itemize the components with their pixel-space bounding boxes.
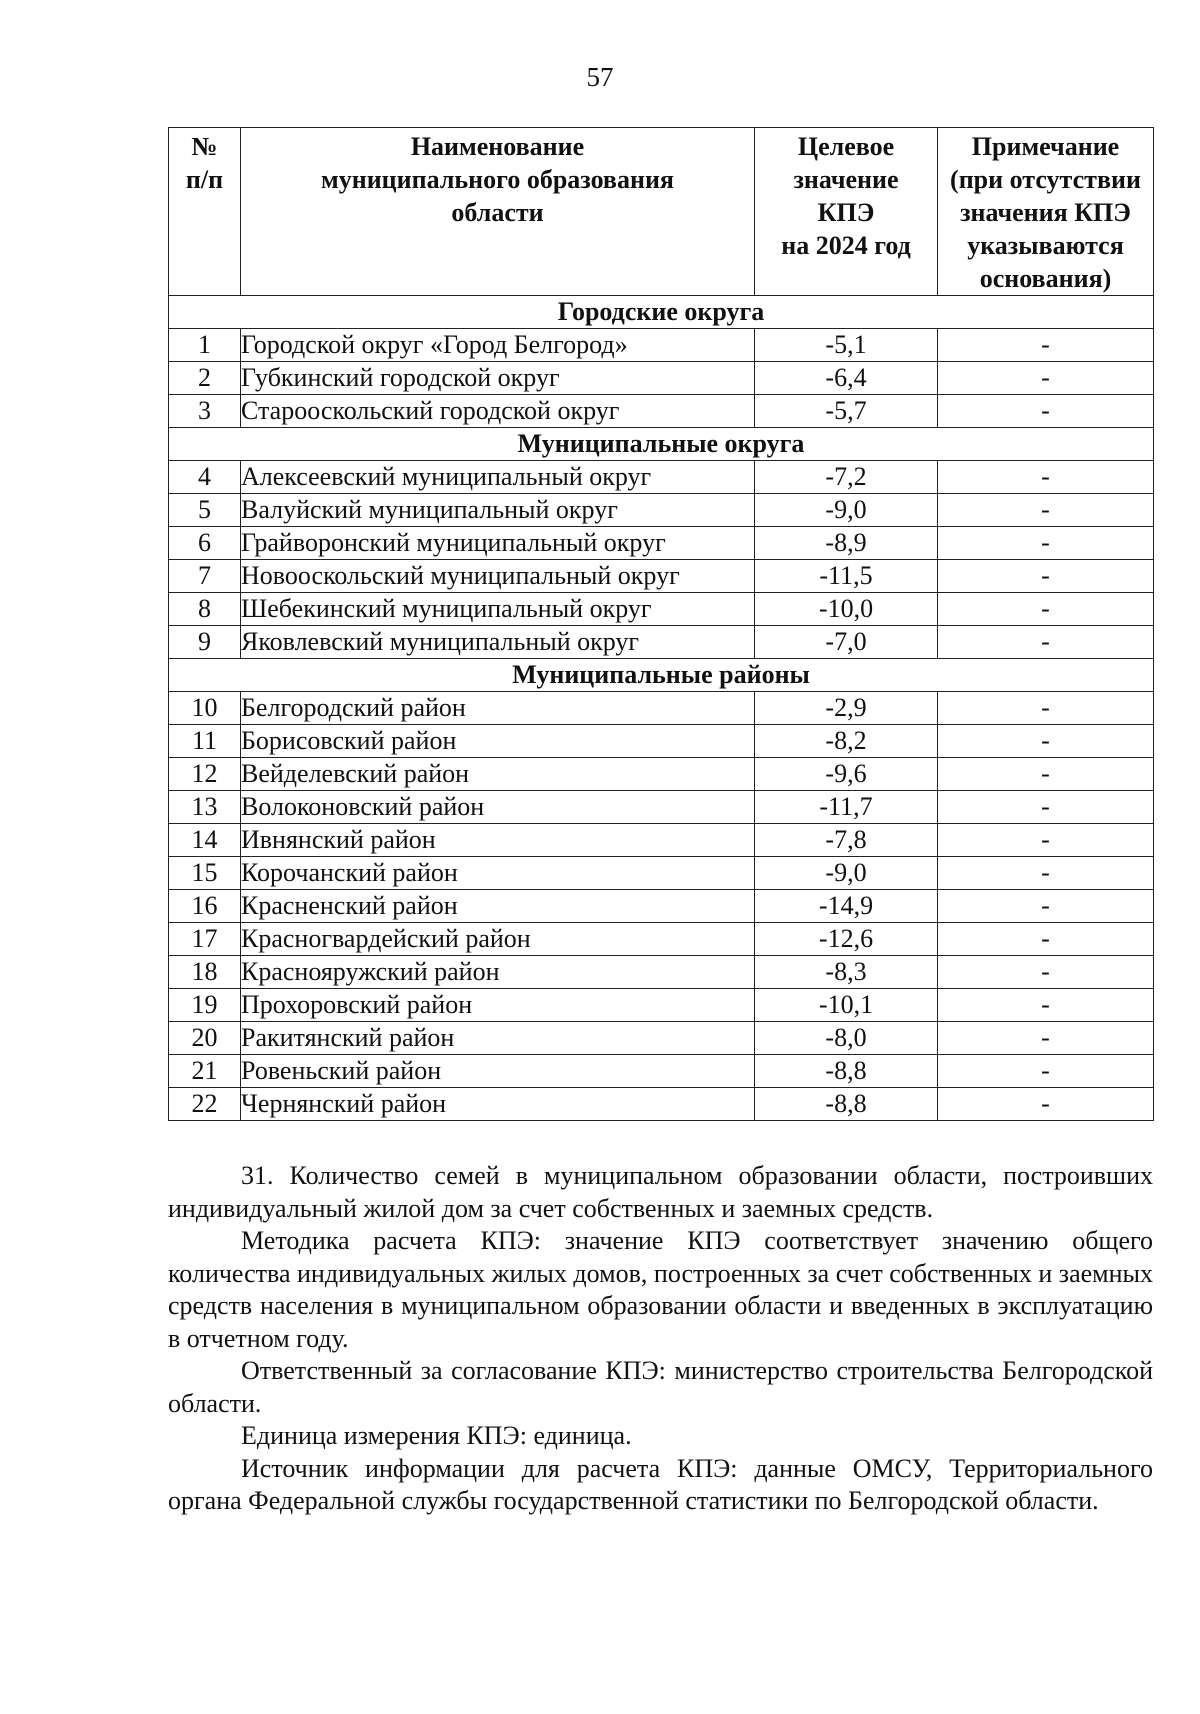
table-row <box>169 494 1154 527</box>
page-number: 57 <box>586 62 614 92</box>
table-row <box>169 362 1154 395</box>
header-note-line: основания) <box>979 264 1112 293</box>
kpe-value: -12,6 <box>755 923 938 956</box>
note-cell: - <box>938 725 1154 758</box>
municipality-name: Прохоровский район <box>241 989 755 1022</box>
kpe-value: -9,6 <box>755 758 938 791</box>
row-number: 15 <box>169 857 241 890</box>
kpe-value: -6,4 <box>755 362 938 395</box>
note-cell: - <box>938 395 1154 428</box>
kpe-value: -9,0 <box>755 857 938 890</box>
municipality-name: Губкинский городской округ <box>241 362 755 395</box>
row-number: 16 <box>169 890 241 923</box>
row-number: 10 <box>169 692 241 725</box>
paragraph: 31. Количество семей в муниципальном образовании области, построивших индивидуальный жилой дом за счет собственных и заемных средств. <box>168 1161 1153 1223</box>
municipality-name: Валуйский муниципальный округ <box>241 494 755 527</box>
note-cell: - <box>938 758 1154 791</box>
row-number: 5 <box>169 494 241 527</box>
table-row <box>169 1022 1154 1055</box>
header-target-line: КПЭ <box>817 198 875 227</box>
row-number: 7 <box>169 560 241 593</box>
section-title: Городские округа <box>169 296 1154 329</box>
paragraph: Методика расчета КПЭ: значение КПЭ соответствует значению общего количества индивидуальных жилых домов, построенных за счет собственных и заемных средств населения в муниципальном образовании области и введенных в эксплуатацию в отчетном году. <box>168 1226 1153 1353</box>
table-row <box>169 626 1154 659</box>
header-target-line: Целевое <box>797 132 895 161</box>
table-row <box>169 824 1154 857</box>
note-cell: - <box>938 989 1154 1022</box>
table-row <box>169 857 1154 890</box>
municipality-name: Новооскольский муниципальный округ <box>241 560 755 593</box>
note-cell: - <box>938 923 1154 956</box>
municipality-name: Краснояружский район <box>241 956 755 989</box>
note-cell: - <box>938 362 1154 395</box>
table-row <box>169 461 1154 494</box>
municipality-name: Грайворонский муниципальный округ <box>241 527 755 560</box>
section-title: Муниципальные округа <box>169 428 1154 461</box>
paragraph: Ответственный за согласование КПЭ: министерство строительства Белгородской области. <box>168 1356 1153 1418</box>
note-cell: - <box>938 461 1154 494</box>
note-cell: - <box>938 494 1154 527</box>
municipality-name: Ровеньский район <box>241 1055 755 1088</box>
row-number: 4 <box>169 461 241 494</box>
note-cell: - <box>938 956 1154 989</box>
row-number: 1 <box>169 329 241 362</box>
header-note-line: указываются <box>967 231 1124 260</box>
kpe-value: -8,3 <box>755 956 938 989</box>
row-number: 9 <box>169 626 241 659</box>
municipality-name: Яковлевский муниципальный округ <box>241 626 755 659</box>
table-row <box>169 1088 1154 1121</box>
kpe-value: -7,0 <box>755 626 938 659</box>
text-block <box>168 1160 1153 1518</box>
municipality-name: Красненский район <box>241 890 755 923</box>
row-number: 21 <box>169 1055 241 1088</box>
row-number: 14 <box>169 824 241 857</box>
table-body <box>169 296 1154 1121</box>
table-row <box>169 395 1154 428</box>
row-number: 11 <box>169 725 241 758</box>
municipality-name: Ивнянский район <box>241 824 755 857</box>
kpe-value: -11,5 <box>755 560 938 593</box>
paragraph: Источник информации для расчета КПЭ: данные ОМСУ, Территориального органа Федеральной службы государственной статистики по Белгородской области. <box>168 1453 1153 1515</box>
table-row <box>169 527 1154 560</box>
kpe-value: -10,1 <box>755 989 938 1022</box>
municipality-name: Ракитянский район <box>241 1022 755 1055</box>
note-cell: - <box>938 1022 1154 1055</box>
header-target-line: значение <box>793 165 899 194</box>
table-header <box>169 128 1154 296</box>
municipality-name: Старооскольский городской округ <box>241 395 755 428</box>
municipality-name: Волоконовский район <box>241 791 755 824</box>
section-row <box>169 659 1154 692</box>
header-note-line: (при отсутствии <box>950 165 1141 194</box>
note-cell: - <box>938 824 1154 857</box>
note-cell: - <box>938 329 1154 362</box>
municipality-name: Красногвардейский район <box>241 923 755 956</box>
kpe-value: -5,1 <box>755 329 938 362</box>
header-num-line: п/п <box>185 165 224 194</box>
note-cell: - <box>938 791 1154 824</box>
table-row <box>169 1055 1154 1088</box>
kpe-value: -14,9 <box>755 890 938 923</box>
note-cell: - <box>938 626 1154 659</box>
kpe-value: -11,7 <box>755 791 938 824</box>
header-name-line: Наименование <box>410 132 585 161</box>
row-number: 19 <box>169 989 241 1022</box>
table-row <box>169 593 1154 626</box>
kpe-value: -8,2 <box>755 725 938 758</box>
row-number: 6 <box>169 527 241 560</box>
section-row <box>169 296 1154 329</box>
kpe-value: -8,8 <box>755 1088 938 1121</box>
paragraph: Единица измерения КПЭ: единица. <box>241 1421 632 1450</box>
kpe-table <box>168 127 1154 1121</box>
header-note-title: Примечание <box>971 132 1120 161</box>
header-name-line: муниципального образования <box>321 165 674 194</box>
section-row <box>169 428 1154 461</box>
header-target <box>755 128 938 296</box>
row-number: 8 <box>169 593 241 626</box>
table-row <box>169 758 1154 791</box>
kpe-value: -2,9 <box>755 692 938 725</box>
row-number: 2 <box>169 362 241 395</box>
municipality-name: Корочанский район <box>241 857 755 890</box>
municipality-name: Борисовский район <box>241 725 755 758</box>
header-target-line: на 2024 год <box>781 231 911 260</box>
header-note-line: значения КПЭ <box>960 198 1131 227</box>
note-cell: - <box>938 857 1154 890</box>
municipality-name: Городской округ «Город Белгород» <box>241 329 755 362</box>
table-row <box>169 329 1154 362</box>
table-row <box>169 725 1154 758</box>
note-cell: - <box>938 692 1154 725</box>
kpe-value: -5,7 <box>755 395 938 428</box>
municipality-name: Шебекинский муниципальный округ <box>241 593 755 626</box>
table-row <box>169 956 1154 989</box>
table-row <box>169 692 1154 725</box>
note-cell: - <box>938 560 1154 593</box>
row-number: 17 <box>169 923 241 956</box>
row-number: 13 <box>169 791 241 824</box>
municipality-name: Алексеевский муниципальный округ <box>241 461 755 494</box>
row-number: 20 <box>169 1022 241 1055</box>
kpe-value: -9,0 <box>755 494 938 527</box>
kpe-value: -8,9 <box>755 527 938 560</box>
row-number: 18 <box>169 956 241 989</box>
note-cell: - <box>938 1088 1154 1121</box>
header-note <box>938 128 1154 296</box>
municipality-name: Белгородский район <box>241 692 755 725</box>
header-name-line: области <box>451 198 544 227</box>
kpe-value: -8,0 <box>755 1022 938 1055</box>
kpe-value: -7,2 <box>755 461 938 494</box>
kpe-value: -10,0 <box>755 593 938 626</box>
note-cell: - <box>938 890 1154 923</box>
table-row <box>169 989 1154 1022</box>
municipality-name: Чернянский район <box>241 1088 755 1121</box>
section-title: Муниципальные районы <box>169 659 1154 692</box>
municipality-name: Вейделевский район <box>241 758 755 791</box>
header-name <box>241 128 755 296</box>
table-row <box>169 560 1154 593</box>
table-row <box>169 890 1154 923</box>
row-number: 22 <box>169 1088 241 1121</box>
row-number: 3 <box>169 395 241 428</box>
table-row <box>169 923 1154 956</box>
note-cell: - <box>938 593 1154 626</box>
note-cell: - <box>938 1055 1154 1088</box>
kpe-value: -8,8 <box>755 1055 938 1088</box>
kpe-value: -7,8 <box>755 824 938 857</box>
header-num <box>169 128 241 296</box>
note-cell: - <box>938 527 1154 560</box>
header-num-line: № <box>191 132 218 161</box>
row-number: 12 <box>169 758 241 791</box>
table-row <box>169 791 1154 824</box>
